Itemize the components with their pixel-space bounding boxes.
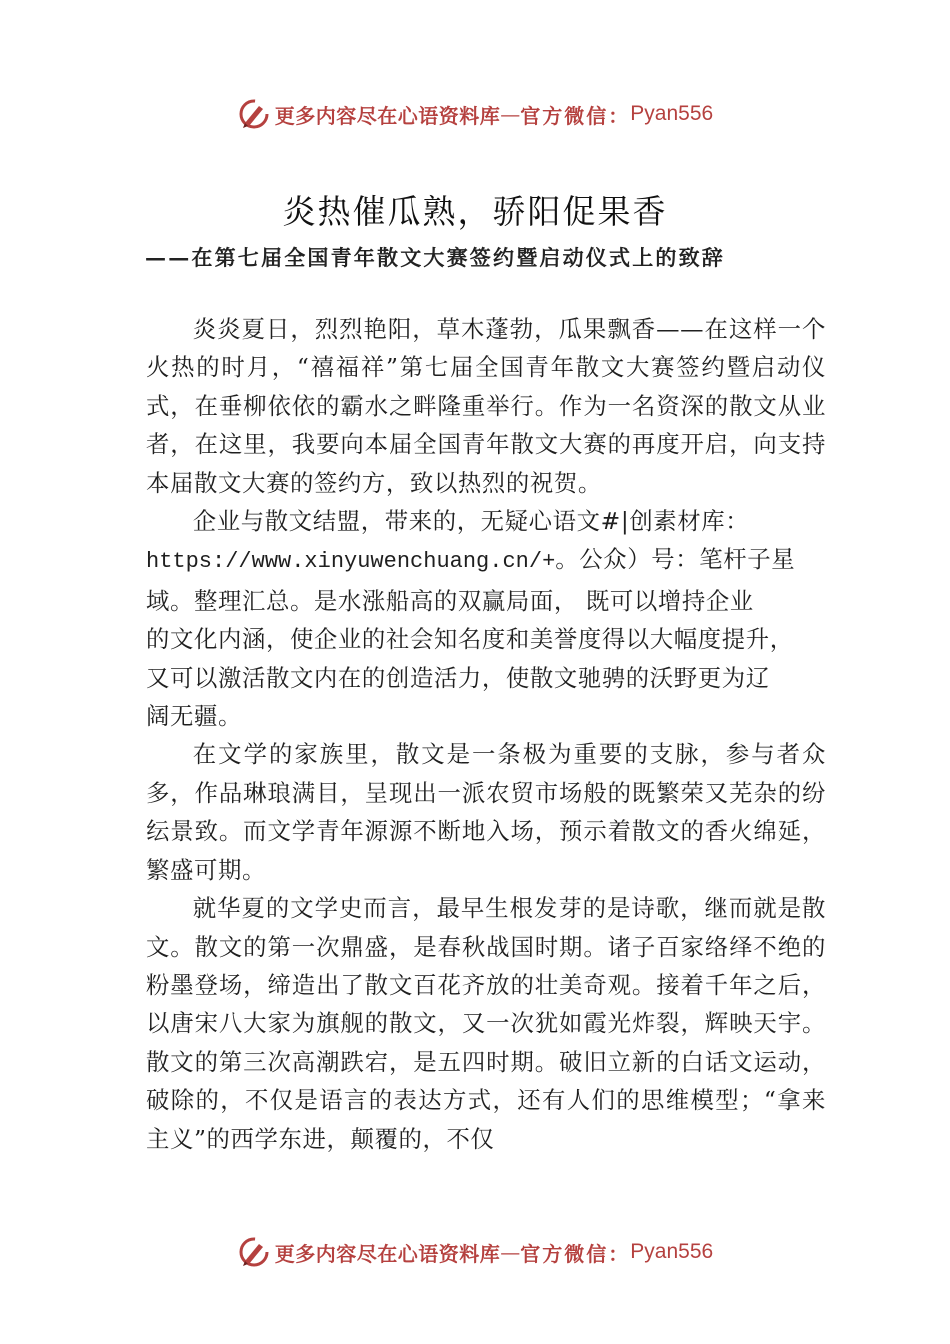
paragraph-line-rest: 。公众）号：笔杆子星 bbox=[555, 545, 796, 574]
banner-dash: — bbox=[500, 102, 521, 126]
banner-wechat-label: 官方微信： bbox=[520, 103, 631, 128]
paragraph: 就华夏的文学史而言，最早生根发芽的是诗歌，继而就是散文。散文的第一次鼎盛，是春秋战国时期。诸子百家络绎不绝的粉墨登场，缔造出了散文百花齐放的壮美奇观。接着千年之后，以唐宋八大家为旗舰的散文，又一次犹如霞光炸裂，辉映天宇。散文的第三次高潮跌宕，是五四时期。破旧立新的白话文运动，破除的，不仅是语言的表达方式，还有人们的思维模型；“拿来主义”的西学东进，颠覆的，不仅 bbox=[146, 894, 826, 1153]
footer-banner bbox=[0, 1232, 950, 1272]
banner-dash: — bbox=[500, 1240, 521, 1264]
banner-brand: 更多内容尽在心语资料库 bbox=[274, 103, 501, 128]
paragraph: 在文学的家族里，散文是一条极为重要的支脉，参与者众多，作品琳琅满目，呈现出一派农贸市场般的既繁荣又芜杂的纷纭景致。而文学青年源源不断地入场，预示着散文的香火绵延，繁盛可期。 bbox=[146, 740, 826, 884]
paragraph-line bbox=[146, 540, 826, 581]
paragraph-line: 的文化内涵，使企业的社会知名度和美誉度得以大幅度提升， bbox=[146, 625, 794, 654]
paragraph: 炎炎夏日，烈烈艳阳，草木蓬勃，瓜果飘香——在这样一个火热的时月，“禧福祥”第七届全国青年散文大赛签约暨启动仪式，在垂柳依依的霸水之畔隆重举行。作为一名资深的散文从业者，在这里，我要向本届全国青年散文大赛的再度开启，向支持本届散文大赛的签约方，致以热烈的祝贺。 bbox=[146, 315, 826, 497]
paragraph-line: 域。整理汇总。是水涨船高的双赢局面， 既可以增持企业 bbox=[146, 586, 754, 615]
banner-wechat-id: Pyan556 bbox=[630, 102, 714, 125]
document-title: 炎热催瓜熟，骄阳促果香 bbox=[282, 192, 668, 231]
banner-brand: 更多内容尽在心语资料库 bbox=[274, 1241, 501, 1266]
paragraph-with-url bbox=[146, 502, 826, 735]
paragraph-line: 企业与散文结盟，带来的，无疑心语文#|创素材库： bbox=[192, 507, 750, 536]
paragraph-line: 又可以激活散文内在的创造活力，使散文驰骋的沃野更为辽 bbox=[146, 663, 770, 692]
document-subtitle: ——在第七届全国青年散文大赛签约暨启动仪式上的致辞 bbox=[145, 245, 725, 270]
banner-wechat-label: 官方微信： bbox=[520, 1241, 631, 1266]
url-link[interactable]: https://www.xinyuwenchuang.cn/+ bbox=[146, 549, 556, 575]
banner-wechat-id: Pyan556 bbox=[630, 1240, 714, 1263]
paragraph-line: 阔无疆。 bbox=[146, 702, 242, 731]
document-body bbox=[146, 310, 826, 1158]
header-banner bbox=[0, 94, 950, 134]
pen-logo-icon bbox=[237, 1235, 271, 1269]
pen-logo-icon bbox=[237, 97, 271, 131]
